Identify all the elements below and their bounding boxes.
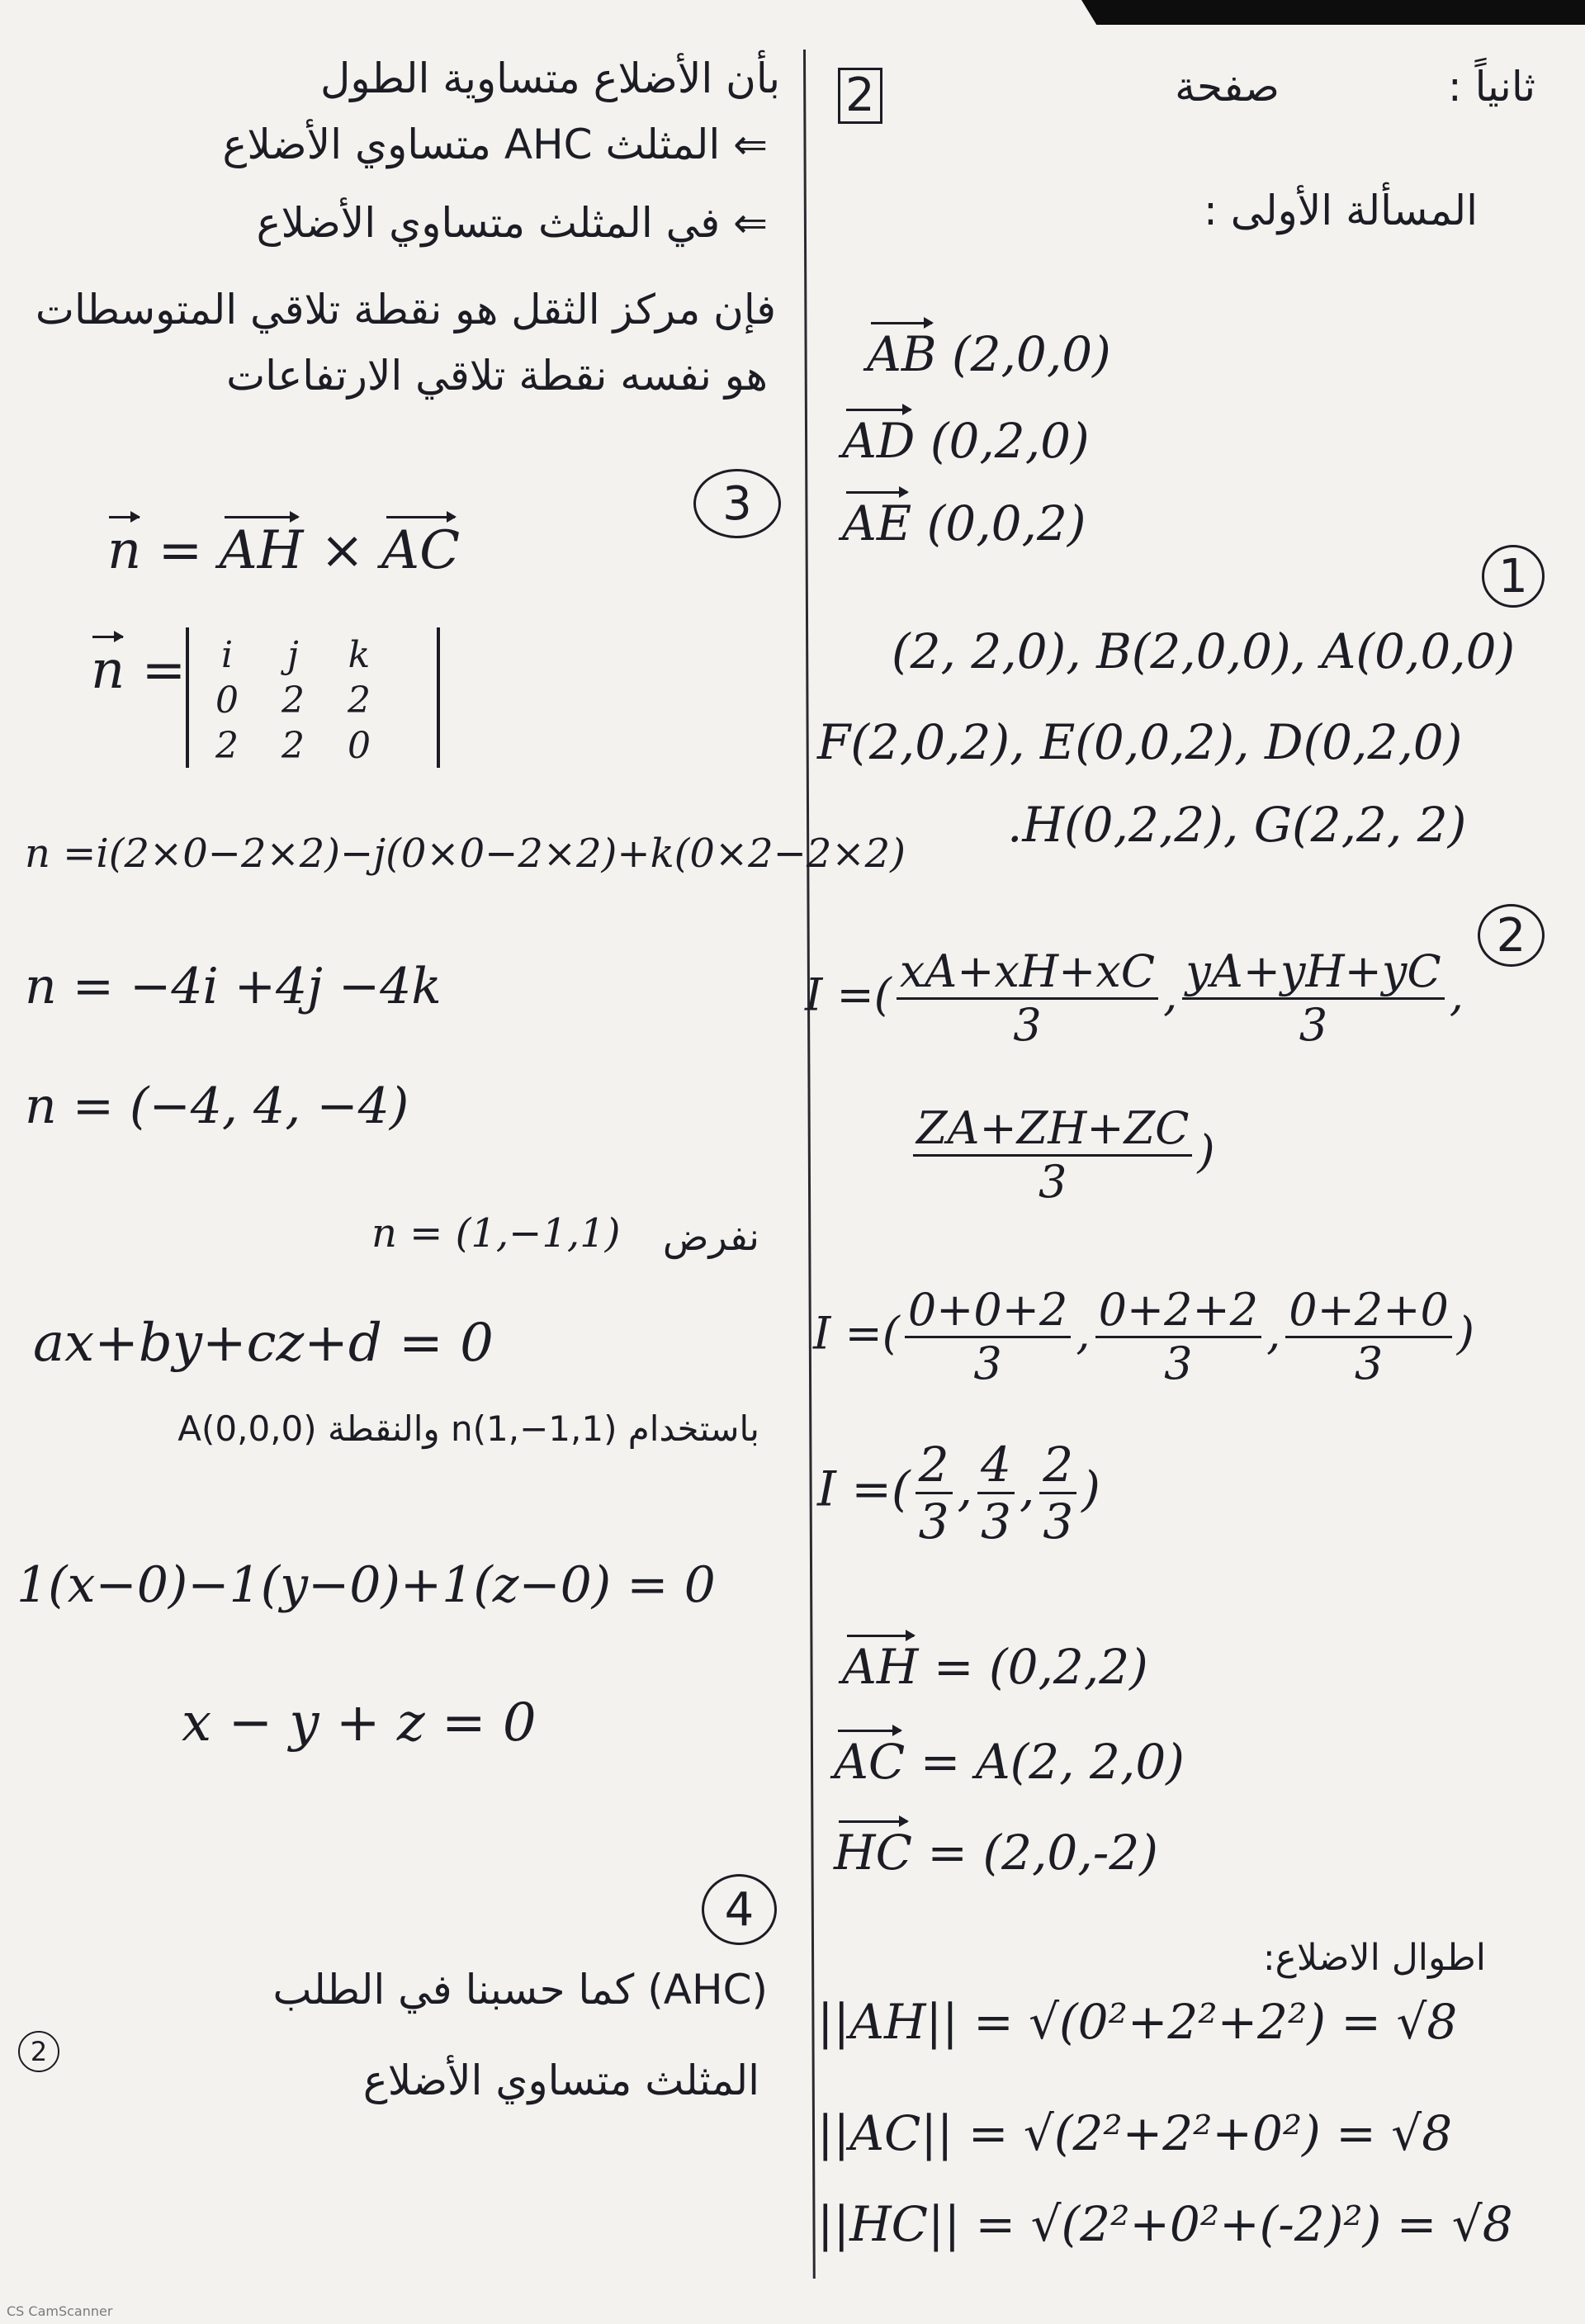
left-bottom-line-2: المثلث متساوي الأضلاع [362, 2057, 759, 2104]
left-bottom-line-1: (AHC) كما حسبنا في الطلب [272, 1966, 768, 2014]
left-text-line-2: ⇐ المثلث AHC متساوي الأضلاع [222, 121, 768, 168]
length-ac: ||AC|| = √(2²+2²+0²) = √8 [817, 2105, 1453, 2161]
left-text-line-4: فإن مركز الثقل هو نقطة تلاقي المتوسطات [35, 286, 776, 334]
centroid-substitution: I =( $\frac{0+0+2}{3}$ , $\frac{0+2+2}{3}$ , $\frac{0+2+0}{3}$ ) [813, 1284, 1474, 1389]
scanner-watermark: CS CamScanner [7, 2303, 113, 2319]
step-1-circle: 1 [1482, 545, 1545, 608]
page-label: صفحة [1175, 63, 1280, 111]
vector-ac: AC = A(2, 2,0) [834, 1734, 1185, 1790]
left-text-line-3: ⇐ في المثلث متساوي الأضلاع [256, 199, 768, 247]
ref-2-circle: 2 [18, 2031, 59, 2072]
column-divider [803, 50, 816, 2279]
step-3-circle: 3 [693, 469, 781, 538]
step-4-circle: 4 [702, 1874, 777, 1945]
plane-point-normal-form: 1(x−0)−1(y−0)+1(z−0) = 0 [17, 1556, 716, 1614]
normal-cross-product: n = AH × AC [107, 520, 461, 581]
question-one-heading: المسألة الأولى : [1203, 187, 1478, 234]
vector-ah: AH = (0,2,2) [842, 1639, 1148, 1695]
step-2-circle: 2 [1478, 904, 1545, 967]
centroid-result: I =( $\frac{2}{3}$ , $\frac{4}{3}$ , $\frac{2}{3}$ ) [817, 1437, 1100, 1550]
plane-general-equation: ax+by+cz+d = 0 [33, 1313, 494, 1374]
determinant-matrix: i j k 0 2 2 2 2 0 [215, 634, 371, 767]
points-line-2: F(2,0,2), E(0,0,2), D(0,2,0) [817, 714, 1463, 770]
left-text-line-5: هو نفسه نقطة تلاقي الارتفاعات [226, 352, 768, 400]
scan-edge-shadow [1081, 0, 1585, 25]
left-text-line-1: بأن الأضلاع متساوية الطول [320, 54, 780, 102]
normal-det-lhs: n = [91, 640, 187, 701]
points-line-1: (2, 2,0), B(2,0,0), A(0,0,0) [892, 623, 1516, 679]
plane-equation: x − y + z = 0 [182, 1692, 537, 1754]
centroid-formula-z: $\frac{ZA+ZH+ZC}{3}$ ) [908, 1106, 1215, 1205]
side-lengths-heading: اطوال الاضلاع: [1262, 1937, 1486, 1979]
length-ah: ||AH|| = √(0²+2²+2²) = √8 [817, 1994, 1458, 2050]
points-line-3: .H(0,2,2), G(2,2, 2) [1007, 797, 1467, 853]
length-hc: ||HC|| = √(2²+0²+(-2)²) = √8 [817, 2196, 1513, 2252]
vector-hc: HC = (2,0,-2) [834, 1825, 1158, 1881]
centroid-formula: I =( $\frac{xA+xH+xC}{3}$ , $\frac{yA+yH+yC}{3}$ , [805, 945, 1464, 1051]
normal-vector: n = (−4, 4, −4) [25, 1077, 409, 1135]
heading-secondly: ثانياً : [1447, 63, 1535, 111]
vector-ab: AB (2,0,0) [867, 326, 1111, 382]
det-expansion: n =i(2×0−2×2)−j(0×0−2×2)+k(0×2−2×2) [25, 831, 906, 877]
assume-label: نفرض [662, 1214, 759, 1259]
page-number-box: 2 [838, 68, 882, 124]
using-normal-and-point: باستخدام n(1,−1,1) والنقطة A(0,0,0) [177, 1408, 759, 1449]
vector-ae: AE (0,0,2) [842, 495, 1086, 551]
normal-components: n = −4i +4j −4k [25, 958, 442, 1015]
simplified-normal: n = (1,−1,1) [371, 1210, 621, 1257]
vector-ad: AD (0,2,0) [842, 413, 1090, 469]
